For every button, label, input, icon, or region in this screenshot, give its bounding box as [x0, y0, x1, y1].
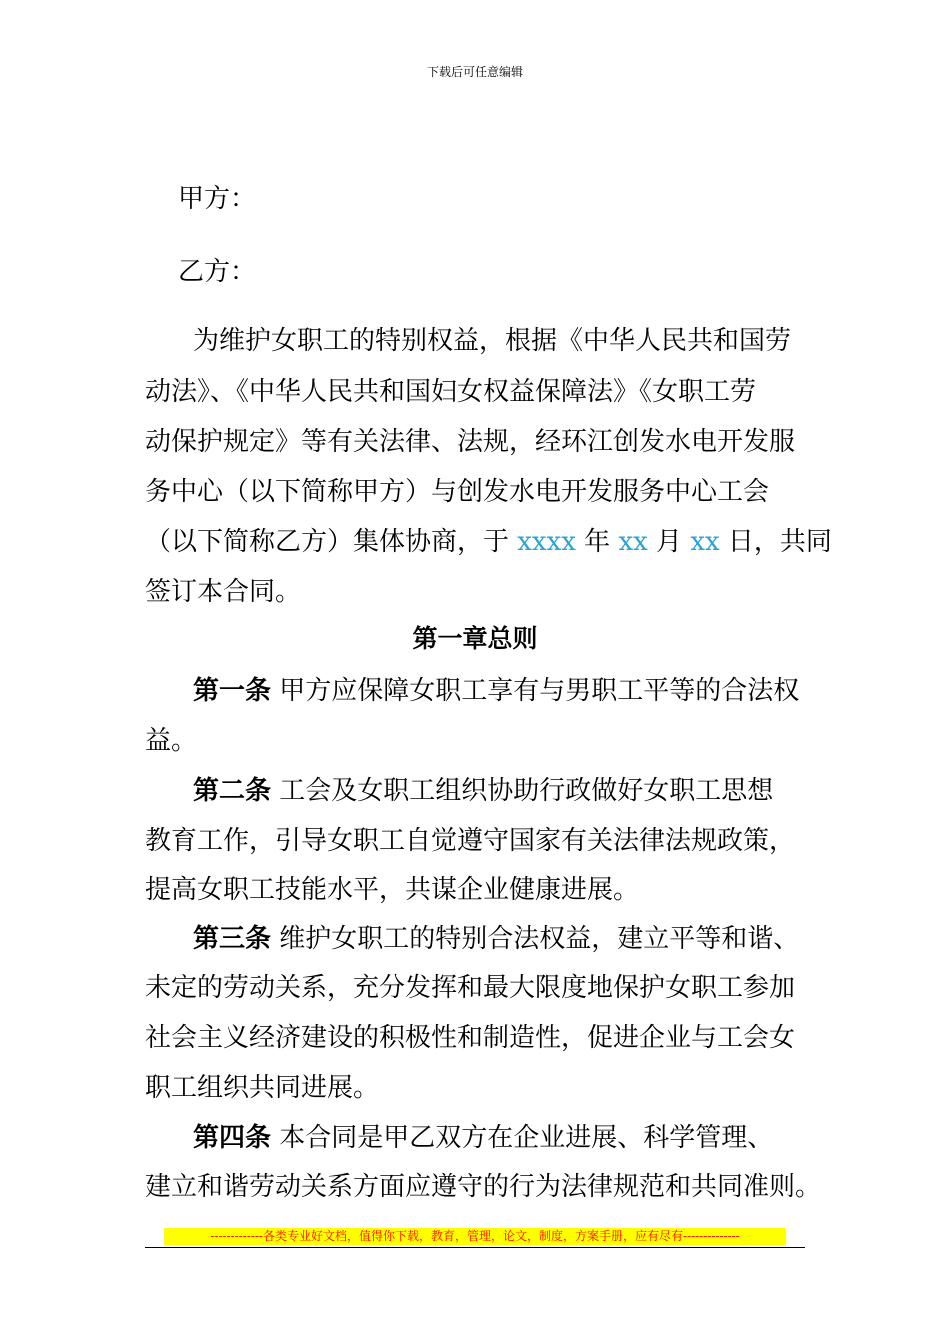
- article-3-line-3: 社会主义经济建设的积极性和制造性，促进企业与工会女: [145, 1023, 796, 1053]
- article-1-text-1: 甲方应保障女职工享有与男职工平等的合法权: [271, 676, 800, 706]
- article-1-line-1: [193, 674, 799, 708]
- intro-line-5: [145, 525, 832, 559]
- article-4-label: 第四条: [193, 1123, 272, 1153]
- page-header: 下载后可任意编辑: [426, 65, 523, 79]
- article-4-text-1: 本合同是甲乙双方在企业进展、科学管理、: [271, 1123, 774, 1153]
- article-3-line-1: [193, 922, 799, 956]
- intro-line-1: 为维护女职工的特别权益，根据《中华人民共和国劳: [193, 326, 792, 356]
- intro-line-5-text-d: 日，共同: [719, 527, 832, 557]
- article-2-line-1: [193, 774, 773, 808]
- chapter-title: 第一章总则: [412, 624, 538, 653]
- article-3-line-4: 职工组织共同进展。: [145, 1073, 380, 1103]
- article-3-text-1: 维护女职工的特别合法权益，建立平等和谐、: [271, 924, 800, 954]
- intro-line-2: 动法》、《中华人民共和国妇女权益保障法》《女职工劳: [145, 377, 757, 407]
- article-2-text-1: 工会及女职工组织协助行政做好女职工思想: [271, 776, 774, 806]
- article-2-line-3: 提高女职工技能水平，共谋企业健康进展。: [145, 875, 640, 905]
- article-4-line-1: [193, 1121, 773, 1155]
- date-year-placeholder: xxxx: [517, 527, 576, 557]
- intro-line-4: 务中心（以下简称甲方）与创发水电开发服务中心工会: [145, 477, 770, 507]
- article-4-line-2: 建立和谐劳动关系方面应遵守的行为法律规范和共同准则。: [145, 1172, 822, 1202]
- intro-line-5-text-a: （以下简称乙方）集体协商，于: [145, 527, 518, 557]
- intro-line-5-text-b: 年: [575, 527, 619, 557]
- intro-line-5-text-c: 月: [647, 527, 691, 557]
- footer-divider: [145, 1247, 805, 1248]
- article-3-label: 第三条: [193, 924, 272, 954]
- article-2-line-2: 教育工作，引导女职工自觉遵守国家有关法律法规政策，: [145, 826, 796, 856]
- article-3-line-2: 未定的劳动关系，充分发挥和最大限度地保护女职工参加: [145, 973, 796, 1003]
- date-month-placeholder: xx: [618, 527, 648, 557]
- party-b-label: 乙方：: [178, 257, 257, 287]
- article-1-label: 第一条: [193, 676, 272, 706]
- intro-line-3: 动保护规定》等有关法律、法规，经环江创发水电开发服: [145, 427, 796, 457]
- article-2-label: 第二条: [193, 776, 272, 806]
- article-1-line-2: 益。: [145, 726, 198, 756]
- party-a-label: 甲方：: [178, 184, 257, 214]
- date-day-placeholder: xx: [690, 527, 720, 557]
- intro-line-6: 签订本合同。: [145, 577, 302, 607]
- footer-banner: -------------各类专业好文档，值得你下载，教育，管理，论文，制度，方案手册，应有尽有--------------: [164, 1228, 786, 1245]
